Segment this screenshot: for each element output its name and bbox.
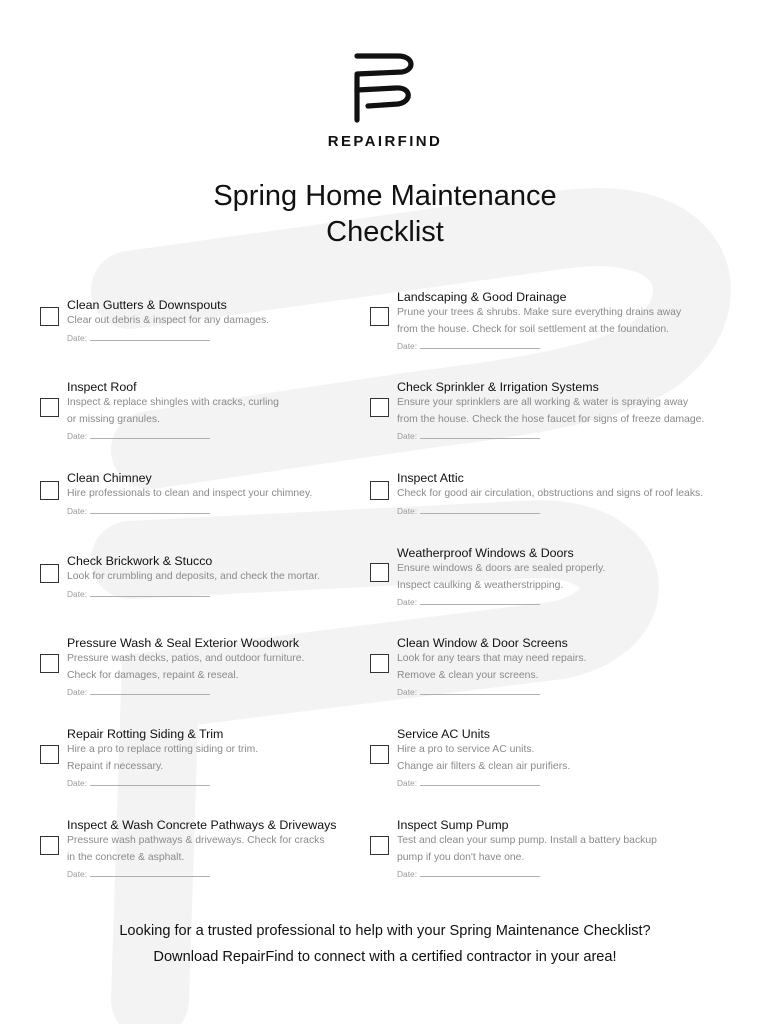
item-description: Change air filters & clean air purifiers. <box>397 760 571 772</box>
date-label: Date: <box>397 778 418 788</box>
date-line <box>420 343 540 349</box>
checkbox[interactable] <box>370 307 389 326</box>
date-field[interactable] <box>67 430 387 443</box>
date-label: Date: <box>397 505 418 516</box>
date-field[interactable] <box>397 777 717 790</box>
checkbox[interactable] <box>370 745 389 764</box>
date-label: Date: <box>397 687 418 697</box>
date-field[interactable] <box>397 430 742 443</box>
date-line <box>420 599 540 605</box>
date-field[interactable] <box>397 340 737 353</box>
item-title: Inspect Attic <box>397 471 464 485</box>
page-title <box>0 178 770 250</box>
item-title: Clean Chimney <box>67 471 152 485</box>
item-description: Pressure wash decks, patios, and outdoor furniture. <box>67 653 305 664</box>
date-label: Date: <box>67 431 88 441</box>
date-label: Date: <box>397 869 418 879</box>
date-line <box>90 871 210 877</box>
item-description: Prune your trees & shrubs. Make sure everything drains away <box>397 307 682 318</box>
checkbox[interactable] <box>40 745 59 764</box>
title-line-2: Checklist <box>326 216 444 248</box>
checkbox[interactable] <box>40 654 59 673</box>
checkbox[interactable] <box>370 398 389 417</box>
item-title: Clean Window & Door Screens <box>397 636 568 650</box>
item-description: Inspect caulking & weatherstripping. <box>397 579 564 591</box>
item-description: Check for damages, repaint & reseal. <box>67 669 239 681</box>
date-label: Date: <box>397 431 418 441</box>
date-line <box>90 780 210 786</box>
date-line <box>90 335 210 341</box>
date-label: Date: <box>67 778 88 788</box>
item-title: Inspect Sump Pump <box>397 818 509 832</box>
date-field[interactable] <box>67 686 387 699</box>
item-title: Service AC Units <box>397 727 490 741</box>
item-description: Hire professionals to clean and inspect your chimney. <box>67 488 313 499</box>
brand-name: REPAIRFIND <box>327 133 443 150</box>
footer-line-2: Download RepairFind to connect with a certified contractor in your area! <box>153 949 617 965</box>
item-description: Hire a pro to service AC units. <box>397 744 535 755</box>
item-description: or missing granules. <box>67 413 160 425</box>
date-field[interactable] <box>67 777 387 790</box>
item-title: Check Sprinkler & Irrigation Systems <box>397 380 599 394</box>
item-description: Check for good air circulation, obstructions and signs of roof leaks. <box>397 488 704 499</box>
item-description: Clear out debris & inspect for any damages. <box>67 315 270 326</box>
item-title: Repair Rotting Siding & Trim <box>67 727 224 741</box>
checkbox[interactable] <box>40 398 59 417</box>
checkbox[interactable] <box>370 836 389 855</box>
repairfind-logo-icon <box>352 50 418 126</box>
checkbox[interactable] <box>40 564 59 583</box>
item-description: Look for any tears that may need repairs. <box>397 653 587 664</box>
item-title: Check Brickwork & Stucco <box>67 554 213 568</box>
item-description: Look for crumbling and deposits, and check the mortar. <box>67 571 320 582</box>
checkbox[interactable] <box>370 563 389 582</box>
date-line <box>420 508 540 514</box>
date-field[interactable] <box>397 686 717 699</box>
item-title: Inspect & Wash Concrete Pathways & Driveways <box>67 818 337 832</box>
item-title: Landscaping & Good Drainage <box>397 290 567 304</box>
date-field[interactable] <box>397 505 742 518</box>
date-field[interactable] <box>67 588 387 601</box>
date-line <box>420 689 540 695</box>
date-field[interactable] <box>67 868 387 881</box>
date-line <box>90 689 210 695</box>
item-title: Pressure Wash & Seal Exterior Woodwork <box>67 636 300 650</box>
date-line <box>90 508 210 514</box>
footer-cta <box>0 918 770 970</box>
checkbox[interactable] <box>40 307 59 326</box>
date-line <box>90 591 210 597</box>
item-description: Inspect & replace shingles with cracks, curling <box>67 397 279 408</box>
item-description: Ensure your sprinklers are all working & water is spraying away <box>397 397 689 408</box>
item-title: Clean Gutters & Downspouts <box>67 298 227 312</box>
item-description: Remove & clean your screens. <box>397 669 539 681</box>
item-description: Test and clean your sump pump. Install a battery backup <box>397 835 657 846</box>
checkbox[interactable] <box>370 481 389 500</box>
date-line <box>420 871 540 877</box>
date-field[interactable] <box>397 868 717 881</box>
date-line <box>420 780 540 786</box>
date-line <box>420 433 540 439</box>
item-description: pump if you don't have one. <box>397 851 525 863</box>
date-label: Date: <box>397 341 418 351</box>
date-label: Date: <box>397 597 418 607</box>
checkbox[interactable] <box>40 481 59 500</box>
title-line-1: Spring Home Maintenance <box>213 180 557 212</box>
date-field[interactable] <box>67 505 387 518</box>
item-description: Repaint if necessary. <box>67 760 164 772</box>
date-label: Date: <box>67 332 88 343</box>
checkbox[interactable] <box>370 654 389 673</box>
date-label: Date: <box>67 687 88 697</box>
item-description: from the house. Check for soil settlement at the foundation. <box>397 323 670 335</box>
date-label: Date: <box>67 869 88 879</box>
item-description: Hire a pro to replace rotting siding or trim. <box>67 744 259 755</box>
item-title: Weatherproof Windows & Doors <box>397 546 574 560</box>
date-label: Date: <box>67 588 88 599</box>
item-description: in the concrete & asphalt. <box>67 851 185 863</box>
checkbox[interactable] <box>40 836 59 855</box>
item-description: Pressure wash pathways & driveways. Check for cracks <box>67 835 325 846</box>
date-line <box>90 433 210 439</box>
item-description: from the house. Check the hose faucet for signs of freeze damage. <box>397 413 705 425</box>
item-title: Inspect Roof <box>67 380 137 394</box>
footer-line-1: Looking for a trusted professional to help with your Spring Maintenance Checklist? <box>119 923 651 939</box>
date-label: Date: <box>67 505 88 516</box>
item-description: Ensure windows & doors are sealed properly. <box>397 563 606 574</box>
date-field[interactable] <box>397 596 717 609</box>
date-field[interactable] <box>67 332 387 345</box>
